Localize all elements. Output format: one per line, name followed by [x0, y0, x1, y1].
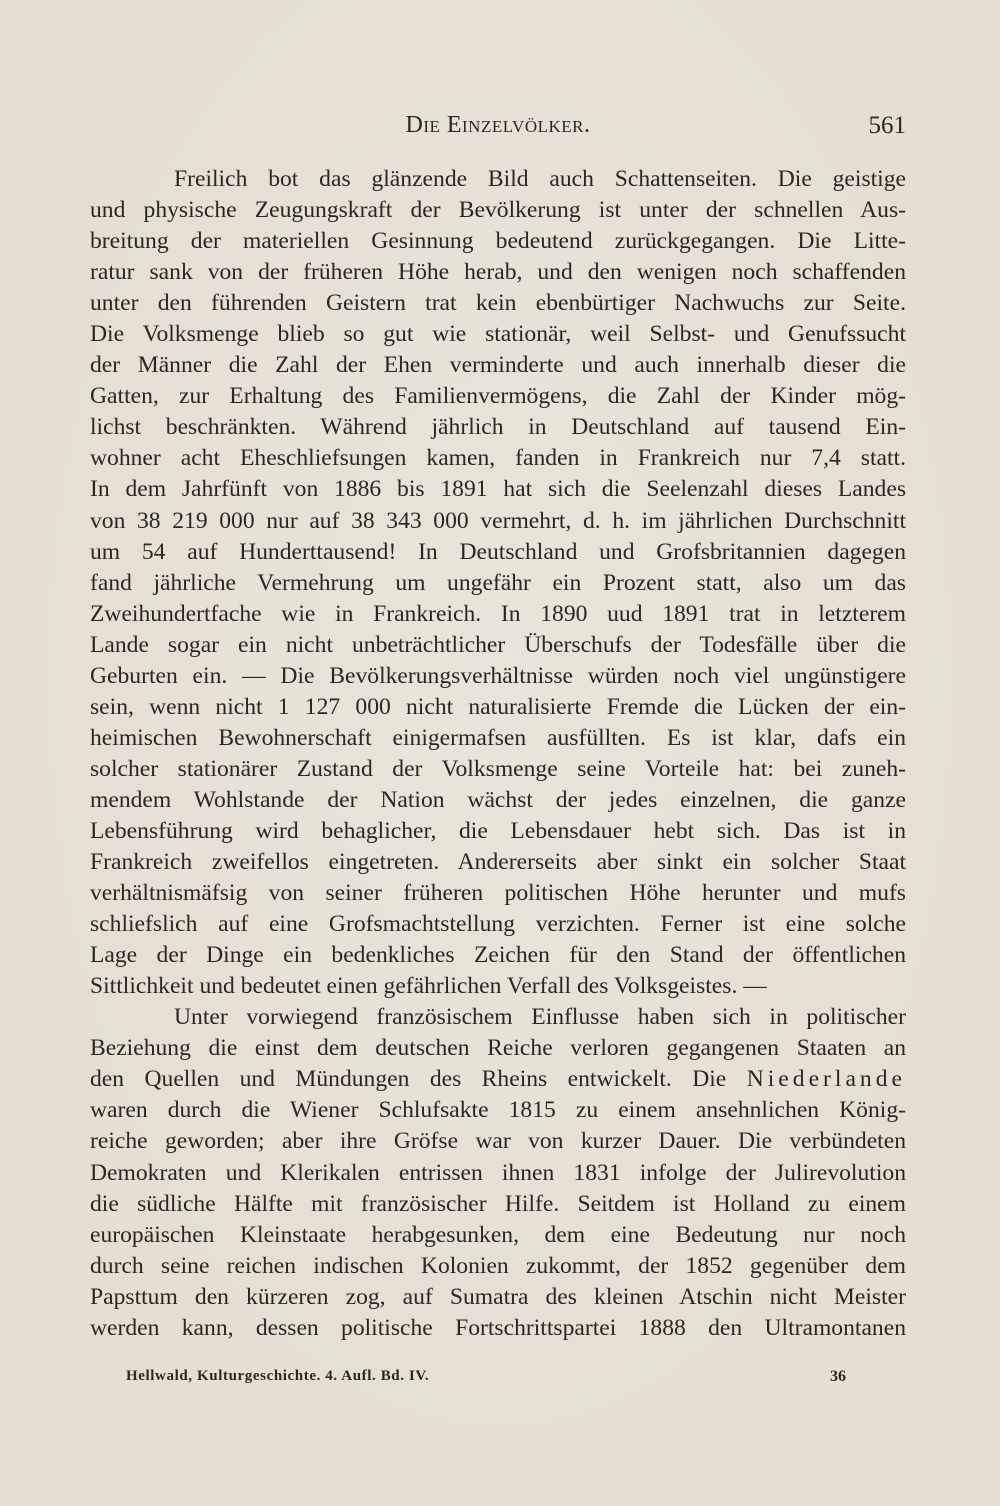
- text-line: verhältnismäfsig von seiner früheren politischen Höhe herunter und mufs: [90, 880, 906, 907]
- spaced-word: Niederlande: [746, 1066, 906, 1093]
- text-line: wohner acht Eheschliefsungen kamen, fanden in Frankreich nur 7,4 statt.: [90, 445, 906, 472]
- text-line: der Männer die Zahl der Ehen verminderte und auch innerhalb dieser die: [90, 352, 906, 379]
- text-line: breitung der materiellen Gesinnung bedeutend zurückgegangen. Die Litte-: [90, 228, 906, 255]
- text-line: Die Volksmenge blieb so gut wie stationär, weil Selbst- und Genufssucht: [90, 321, 906, 348]
- page-number: 561: [868, 112, 906, 139]
- text-line: Freilich bot das glänzende Bild auch Schattenseiten. Die geistige: [174, 166, 906, 192]
- chapter-title: Die Einzelvölker.: [405, 112, 591, 138]
- text-line: waren durch die Wiener Schlufsakte 1815 zu einem ansehnlichen König-: [90, 1097, 906, 1124]
- text-line: reiche geworden; aber ihre Gröfse war von kurzer Dauer. Die verbündeten: [90, 1128, 906, 1155]
- text-line: Geburten ein. — Die Bevölkerungsverhältnisse würden noch viel ungünstigere: [90, 662, 906, 689]
- page-footer: [90, 1368, 906, 1392]
- running-head: [90, 108, 906, 144]
- text-line: mendem Wohlstande der Nation wächst der jedes einzelnen, die ganze: [90, 786, 906, 813]
- text-body: [90, 164, 906, 1344]
- footer-source: Hellwald, Kulturgeschichte. 4. Aufl. Bd. IV.: [126, 1368, 430, 1384]
- text-line: ratur sank von der früheren Höhe herab, und den wenigen noch schaffenden: [90, 259, 906, 286]
- text-line: Lage der Dinge ein bedenkliches Zeichen für den Stand der öffentlichen: [90, 942, 906, 969]
- text-line: Zweihundertfache wie in Frankreich. In 1890 uud 1891 trat in letzterem: [90, 600, 906, 627]
- text-line: lichst beschränkten. Während jährlich in Deutschland auf tausend Ein-: [90, 414, 906, 441]
- text-line: durch seine reichen indischen Kolonien zukommt, der 1852 gegenüber dem: [90, 1252, 906, 1279]
- text-line: solcher stationärer Zustand der Volksmenge seine Vorteile hat: bei zuneh-: [90, 755, 906, 782]
- text-line: unter den führenden Geistern trat kein ebenbürtiger Nachwuchs zur Seite.: [90, 290, 906, 317]
- text-line: von 38 219 000 nur auf 38 343 000 vermehrt, d. h. im jährlichen Durchschnitt: [90, 507, 906, 534]
- text-line: die südliche Hälfte mit französischer Hilfe. Seitdem ist Holland zu einem: [90, 1190, 906, 1217]
- text-line: werden kann, dessen politische Fortschrittspartei 1888 den Ultramontanen: [90, 1314, 906, 1341]
- text-line: fand jährliche Vermehrung um ungefähr ein Prozent statt, also um das: [90, 569, 906, 596]
- text-line: In dem Jahrfünft von 1886 bis 1891 hat sich die Seelenzahl dieses Landes: [90, 476, 906, 503]
- text-line: Demokraten und Klerikalen entrissen ihnen 1831 infolge der Julirevolution: [90, 1159, 906, 1186]
- text-line: Papsttum den kürzeren zog, auf Sumatra des kleinen Atschin nicht Meister: [90, 1283, 906, 1310]
- text-line: europäischen Kleinstaate herabgesunken, dem eine Bedeutung nur noch: [90, 1221, 906, 1248]
- text-line: Beziehung die einst dem deutschen Reiche verloren gegangenen Staaten an: [90, 1035, 906, 1062]
- text-line: Lande sogar ein nicht unbeträchtlicher Überschufs der Todesfälle über die: [90, 631, 906, 658]
- text-line: [90, 1064, 906, 1095]
- text-span: den Quellen und Mündungen des Rheins entwickelt. Die: [90, 1066, 727, 1093]
- footer-signature: 36: [830, 1368, 846, 1385]
- text-line: sein, wenn nicht 1 127 000 nicht naturalisierte Fremde die Lücken der ein-: [90, 693, 906, 720]
- text-line: heimischen Bewohnerschaft einigermafsen ausfüllten. Es ist klar, dafs ein: [90, 724, 906, 751]
- text-line: Frankreich zweifellos eingetreten. Andererseits aber sinkt ein solcher Staat: [90, 849, 906, 876]
- text-line: Gatten, zur Erhaltung des Familienvermögens, die Zahl der Kinder mög-: [90, 383, 906, 410]
- text-line: Sittlichkeit und bedeutet einen gefährlichen Verfall des Volksgeistes. —: [90, 973, 767, 1000]
- text-line: schliefslich auf eine Grofsmachtstellung verzichten. Ferner ist eine solche: [90, 911, 906, 938]
- text-line: um 54 auf Hunderttausend! In Deutschland und Grofsbritannien dagegen: [90, 538, 906, 565]
- text-line: und physische Zeugungskraft der Bevölkerung ist unter der schnellen Aus-: [90, 197, 906, 224]
- text-line: Unter vorwiegend französischem Einflusse haben sich in politischer: [174, 1004, 906, 1031]
- text-line: Lebensführung wird behaglicher, die Lebensdauer hebt sich. Das ist in: [90, 817, 906, 844]
